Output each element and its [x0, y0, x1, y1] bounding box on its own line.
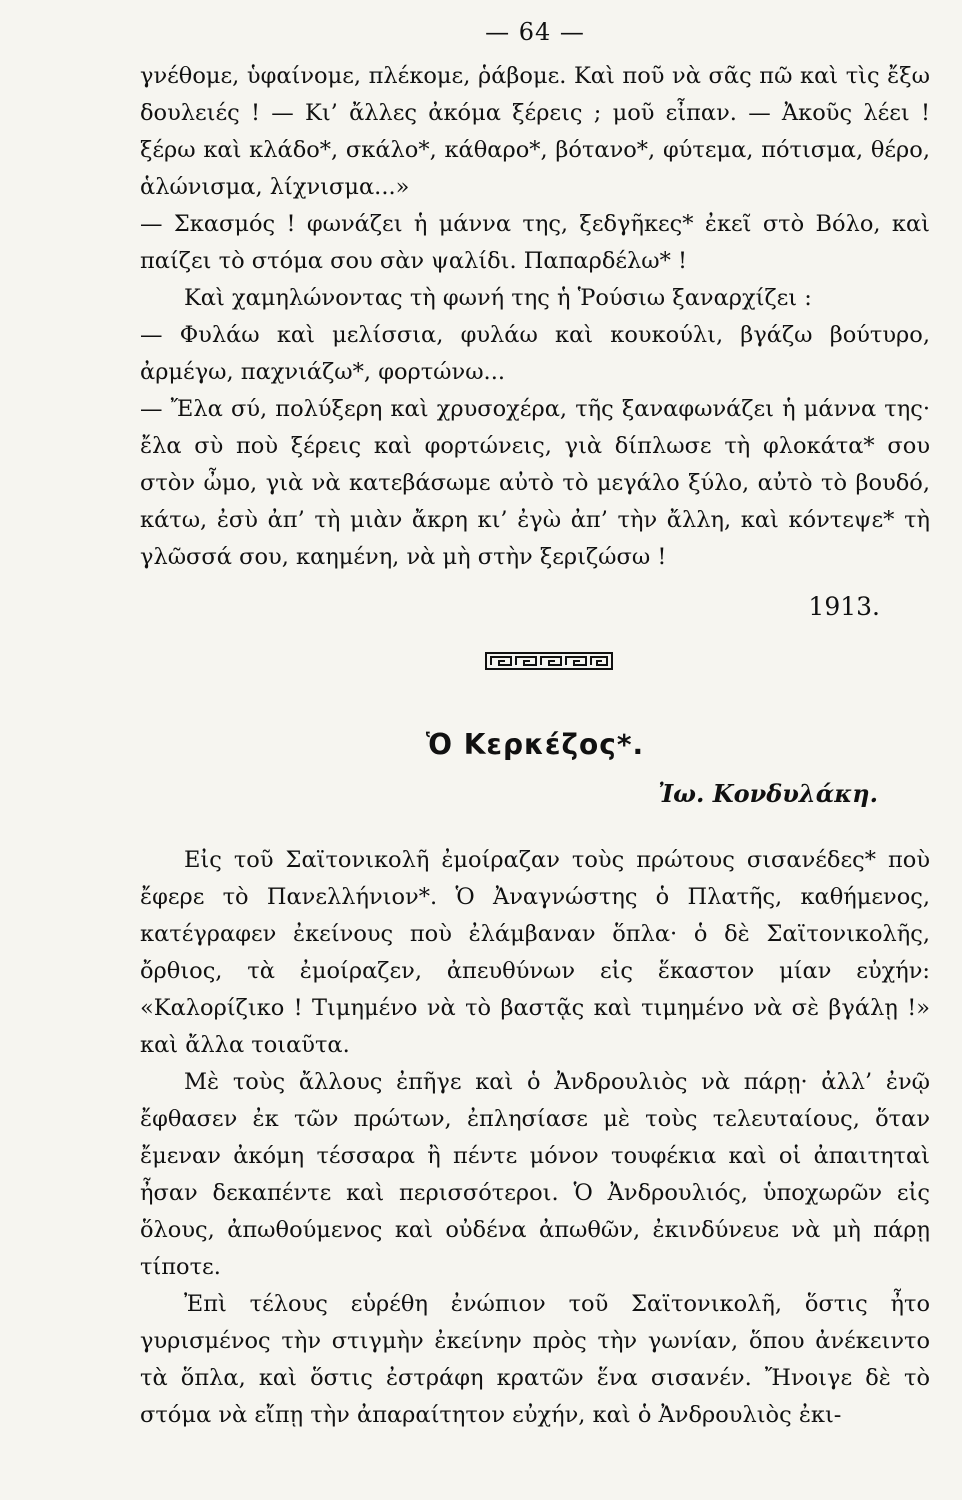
paragraph: Μὲ τοὺς ἄλλους ἐπῆγε καὶ ὁ Ἀνδρουλιὸς νὰ πάρῃ· ἀλλ’ ἐνῷ ἔφθασεν ἐκ τῶν πρώτων, ἐπλησίασε μὲ τοὺς τελευταίους, ὅταν ἔμεναν ἀκόμη τέσσαρα ἢ πέντε μόνον τουφέκια καὶ οἱ ἀπαιτηταὶ ἦσαν δεκαπέντε καὶ περισσότεροι. Ὁ Ἀνδρουλιός, ὑποχωρῶν εἰς ὅλους, ἀπωθούμενος καὶ οὐδένα ἀπωθῶν, ἐκινδύνευε νὰ μὴ πάρῃ τίποτε. [140, 1069, 930, 1280]
paragraph: Ἐπὶ τέλους εὑρέθη ἐνώπιον τοῦ Σαϊτονικολῆ, ὅστις ἦτο γυρισμένος τὴν στιγμὴν ἐκείνην πρὸς τὴν γωνίαν, ὅπου ἀνέκειντο τὰ ὅπλα, καὶ ὅστις ἐστράφη κρατῶν ἕνα σισανέν. Ἤνοιγε δὲ τὸ στόμα νὰ εἴπῃ τὴν ἀπαραίτητον εὐχήν, καὶ ὁ Ἀνδρουλιὸς ἐκι- [140, 1291, 930, 1428]
top-text-block [140, 58, 930, 576]
section-title: Ὁ Κερκέζος*. [425, 728, 645, 761]
bottom-text-block [140, 842, 930, 1434]
paragraph-narration: Καὶ χαμηλώνοντας τὴ φωνή της ἡ Ῥούσιω ξαναρχίζει : [184, 285, 812, 311]
author-name: Ἰω. Κονδυλάκη. [658, 779, 878, 808]
paragraph-dialogue: — Ἔλα σύ, πολύξερη καὶ χρυσοχέρα, τῆς ξαναφωνάζει ἡ μάννα της· ἔλα σὺ ποὺ ξέρεις καὶ φορτώνεις, γιὰ δίπλωσε τὴ φλοκάτα* σου στὸν ὦμο, γιὰ νὰ κατεβάσωμε αὐτὸ τὸ μεγάλο ξύλο, αὐτὸ τὸ βουδό, κάτω, ἐσὺ ἀπ’ τὴ μιὰν ἄκρη κι’ ἐγὼ ἀπ’ τὴν ἄλλη, καὶ κόντεψε* τὴ γλῶσσά σου, καημένη, νὰ μὴ στὴν ξεριζώσω ! [140, 396, 930, 570]
ornament-divider [485, 652, 613, 670]
paragraph-continuation: γνέθομε, ὑφαίνομε, πλέκομε, ῥάβομε. Καὶ ποῦ νὰ σᾶς πῶ καὶ τὶς ἔξω δουλειές ! — Κι’ ἄλλες ἀκόμα ξέρεις ; μοῦ εἶπαν. — Ἀκοῦς λέει ! ξέρω καὶ κλάδο*, σκάλο*, κάθαρο*, βότανο*, φύτεμα, πότισμα, θέρο, ἁλώνισμα, λίχνισμα...» [140, 63, 930, 200]
paragraph-dialogue: — Φυλάω καὶ μελίσσια, φυλάω καὶ κουκούλι, βγάζω βούτυρο, ἀρμέγω, παχνιάζω*, φορτώνω... [140, 322, 930, 385]
page-number: — 64 — [485, 18, 585, 46]
paragraph: Εἰς τοῦ Σαϊτονικολῆ ἐμοίραζαν τοὺς πρώτους σισανέδες* ποὺ ἔφερε τὸ Πανελλήνιον*. Ὁ Ἀναγνώστης ὁ Πλατῆς, καθήμενος, κατέγραφεν ἐκείνους ποὺ ἐλάμβαναν ὅπλα· ὁ δὲ Σαϊτονικολῆς, ὄρθιος, τὰ ἐμοίραζεν, ἀπευθύνων εἰς ἕκαστον μίαν εὐχήν: «Καλορίζικο ! Τιμημένο νὰ τὸ βαστᾷς καὶ τιμημένο νὰ σὲ βγάλῃ !» καὶ ἄλλα τοιαῦτα. [140, 847, 930, 1058]
book-page [140, 18, 930, 1488]
paragraph-dialogue: — Σκασμός ! φωνάζει ἡ μάννα της, ξεδγῆκες* ἐκεῖ στὸ Βόλο, καὶ παίζει τὸ στόμα σου σὰν ψαλίδι. Παπαρδέλω* ! [140, 211, 930, 274]
date-line: 1913. [808, 592, 880, 621]
